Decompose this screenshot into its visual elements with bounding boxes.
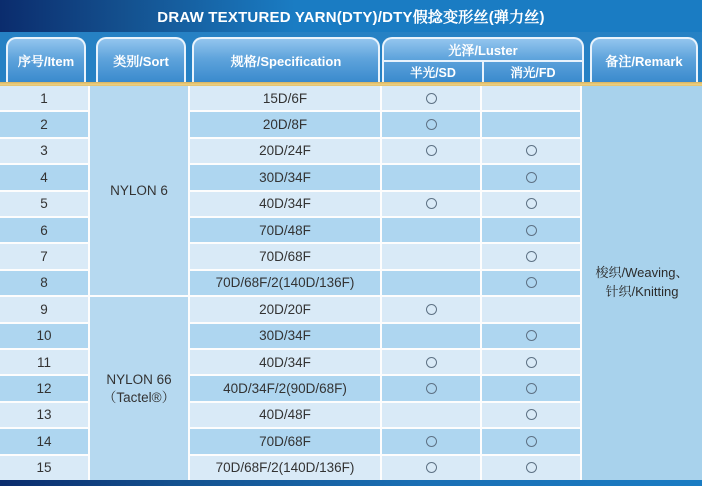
specification-cell xyxy=(190,376,380,400)
circle-marker-icon xyxy=(526,462,537,473)
column-header-luster xyxy=(382,37,584,82)
fd-marker-cell xyxy=(482,324,580,348)
fd-marker-cell xyxy=(482,165,580,189)
column-header-remark xyxy=(590,37,698,82)
table-body xyxy=(0,86,702,480)
sd-marker-cell xyxy=(382,86,480,110)
column-header-specification-label: 规格/Specification xyxy=(230,54,342,69)
specification-cell xyxy=(190,139,380,163)
row-number-cell xyxy=(0,192,88,216)
category-cell-nylon66 xyxy=(90,297,188,480)
specification-value: 70D/68F/2(140D/136F) xyxy=(215,275,355,291)
row-number: 2 xyxy=(40,117,48,133)
row-number-cell xyxy=(0,376,88,400)
fd-marker-cell xyxy=(482,112,580,136)
specification-value: 20D/24F xyxy=(259,143,311,159)
table-header xyxy=(0,32,702,82)
row-number: 9 xyxy=(40,301,48,317)
circle-marker-icon xyxy=(426,145,437,156)
circle-marker-icon xyxy=(526,436,537,447)
circle-marker-icon xyxy=(526,198,537,209)
column-header-sort-label: 类别/Sort xyxy=(113,54,169,69)
circle-marker-icon xyxy=(426,462,437,473)
circle-marker-icon xyxy=(526,409,537,420)
sd-marker-cell xyxy=(382,297,480,321)
circle-marker-icon xyxy=(426,304,437,315)
row-number-cell xyxy=(0,271,88,295)
sd-marker-cell xyxy=(382,350,480,374)
row-number: 3 xyxy=(40,143,48,159)
sd-marker-cell xyxy=(382,456,480,480)
row-number: 10 xyxy=(36,328,52,344)
page-title: DRAW TEXTURED YARN(DTY)/DTY假捻变形丝(弹力丝) xyxy=(157,8,545,26)
row-number-cell xyxy=(0,244,88,268)
specification-cell xyxy=(190,192,380,216)
fd-marker-cell xyxy=(482,244,580,268)
specification-value: 15D/6F xyxy=(262,90,308,106)
fd-marker-cell xyxy=(482,218,580,242)
sd-marker-cell xyxy=(382,112,480,136)
specification-cell xyxy=(190,112,380,136)
specification-cell xyxy=(190,403,380,427)
specification-cell xyxy=(190,271,380,295)
remark-line-2: 针织/Knitting xyxy=(605,283,679,299)
column-header-sort xyxy=(96,37,186,82)
category-label: NYLON 66 xyxy=(106,372,172,388)
circle-marker-icon xyxy=(526,357,537,368)
row-number-cell xyxy=(0,86,88,110)
circle-marker-icon xyxy=(526,251,537,262)
sd-marker-cell xyxy=(382,165,480,189)
category-label: NYLON 6 xyxy=(110,182,168,198)
specification-value: 40D/34F/2(90D/68F) xyxy=(223,381,347,397)
specification-value: 30D/34F xyxy=(259,169,311,185)
circle-marker-icon xyxy=(526,277,537,288)
row-number: 7 xyxy=(40,249,48,265)
sd-marker-cell xyxy=(382,244,480,268)
circle-marker-icon xyxy=(426,436,437,447)
fd-marker-cell xyxy=(482,456,580,480)
row-number: 6 xyxy=(40,222,48,238)
specification-cell xyxy=(190,324,380,348)
sd-marker-cell xyxy=(382,139,480,163)
remark-cell xyxy=(582,86,702,480)
row-number-cell xyxy=(0,403,88,427)
specification-value: 30D/34F xyxy=(259,328,311,344)
sd-marker-cell xyxy=(382,192,480,216)
specification-value: 70D/48F xyxy=(259,222,311,238)
row-number-cell xyxy=(0,456,88,480)
circle-marker-icon xyxy=(426,198,437,209)
fd-marker-cell xyxy=(482,429,580,453)
sd-marker-cell xyxy=(382,218,480,242)
circle-marker-icon xyxy=(526,383,537,394)
row-number-cell xyxy=(0,350,88,374)
remark-line-1: 梭织/Weaving、 xyxy=(595,265,689,281)
specification-value: 20D/8F xyxy=(262,117,308,133)
specification-cell xyxy=(190,456,380,480)
sd-marker-cell xyxy=(382,403,480,427)
specification-cell xyxy=(190,86,380,110)
specification-cell xyxy=(190,244,380,268)
circle-marker-icon xyxy=(526,145,537,156)
sd-marker-cell xyxy=(382,429,480,453)
circle-marker-icon xyxy=(426,383,437,394)
specification-value: 70D/68F/2(140D/136F) xyxy=(215,460,355,476)
row-number-cell xyxy=(0,297,88,321)
row-number: 13 xyxy=(36,407,52,423)
row-number: 8 xyxy=(40,275,48,291)
row-number: 5 xyxy=(40,196,48,212)
specification-cell xyxy=(190,350,380,374)
circle-marker-icon xyxy=(426,93,437,104)
title-bar xyxy=(0,0,702,32)
specification-value: 70D/68F xyxy=(259,249,311,265)
circle-marker-icon xyxy=(526,330,537,341)
specification-value: 40D/48F xyxy=(259,407,311,423)
specification-cell xyxy=(190,297,380,321)
fd-marker-cell xyxy=(482,350,580,374)
row-number: 15 xyxy=(36,460,52,476)
row-number-cell xyxy=(0,112,88,136)
circle-marker-icon xyxy=(526,172,537,183)
circle-marker-icon xyxy=(426,119,437,130)
specification-cell xyxy=(190,429,380,453)
specification-value: 20D/20F xyxy=(259,301,311,317)
sd-marker-cell xyxy=(382,324,480,348)
column-header-item xyxy=(6,37,86,82)
specification-value: 70D/68F xyxy=(259,433,311,449)
row-number: 11 xyxy=(36,354,51,370)
row-number: 4 xyxy=(40,169,48,185)
column-header-specification xyxy=(192,37,380,82)
column-header-fd: 消光/FD xyxy=(510,66,556,80)
circle-marker-icon xyxy=(426,357,437,368)
row-number: 12 xyxy=(36,381,52,397)
specification-value: 40D/34F xyxy=(259,196,311,212)
row-number-cell xyxy=(0,165,88,189)
row-number-cell xyxy=(0,218,88,242)
bottom-border-bar xyxy=(0,480,702,486)
fd-marker-cell xyxy=(482,192,580,216)
fd-marker-cell xyxy=(482,139,580,163)
row-number: 1 xyxy=(40,90,48,106)
specification-cell xyxy=(190,218,380,242)
column-header-item-label: 序号/Item xyxy=(17,54,75,69)
fd-marker-cell xyxy=(482,86,580,110)
row-number-cell xyxy=(0,139,88,163)
row-number: 14 xyxy=(36,433,52,449)
category-sublabel: （Tactel®） xyxy=(102,389,176,405)
sd-marker-cell xyxy=(382,376,480,400)
circle-marker-icon xyxy=(526,225,537,236)
fd-marker-cell xyxy=(482,403,580,427)
fd-marker-cell xyxy=(482,297,580,321)
column-header-sd: 半光/SD xyxy=(410,66,456,80)
specification-value: 40D/34F xyxy=(259,354,311,370)
fd-marker-cell xyxy=(482,376,580,400)
column-header-luster-label: 光泽/Luster xyxy=(448,43,518,58)
column-header-remark-label: 备注/Remark xyxy=(605,54,683,69)
row-number-cell xyxy=(0,324,88,348)
fd-marker-cell xyxy=(482,271,580,295)
sd-marker-cell xyxy=(382,271,480,295)
row-number-cell xyxy=(0,429,88,453)
specification-cell xyxy=(190,165,380,189)
category-cell-nylon6 xyxy=(90,86,188,295)
